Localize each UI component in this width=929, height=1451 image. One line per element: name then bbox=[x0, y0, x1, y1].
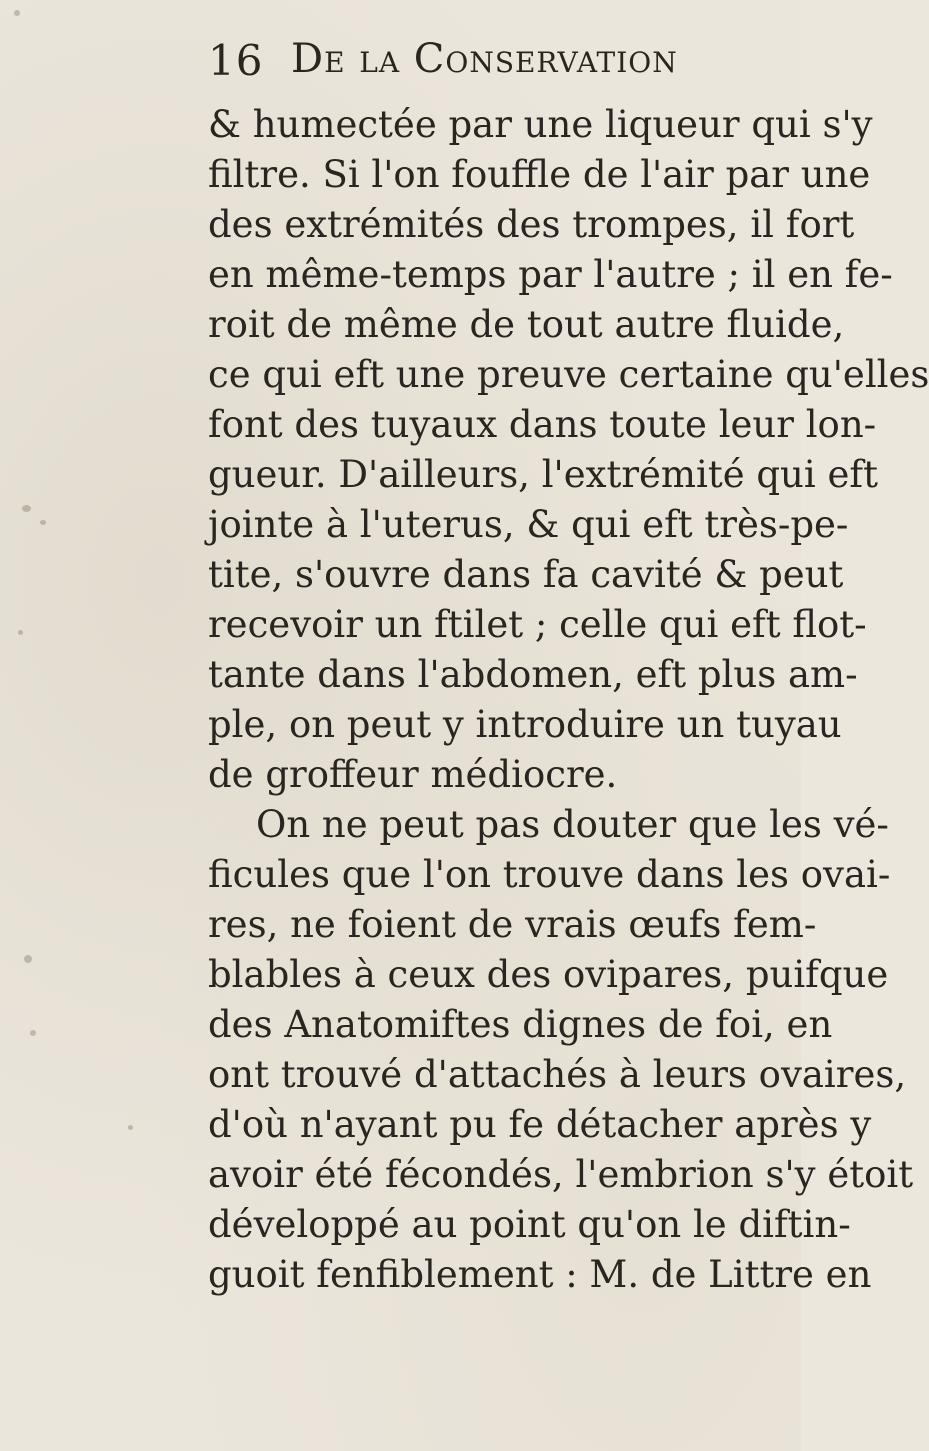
text-line: jointe à l'uterus, & qui eft très-pe- bbox=[208, 503, 849, 546]
text-line: ficules que l'on trouve dans les ovai- bbox=[208, 853, 891, 896]
text-line: en même-temps par l'autre ; il en fe- bbox=[208, 253, 893, 296]
text-line: ple, on peut y introduire un tuyau bbox=[208, 703, 842, 746]
text-line: tante dans l'abdomen, eft plus am- bbox=[208, 653, 858, 696]
text-line: res, ne foient de vrais œufs fem- bbox=[208, 903, 817, 946]
text-line: guoit fenfiblement : M. de Littre en bbox=[208, 1253, 872, 1296]
running-head: De la Conservation bbox=[291, 36, 678, 82]
text-line: recevoir un ftilet ; celle qui eft flot- bbox=[208, 603, 867, 646]
paragraph-first-line: On ne peut pas douter que les vé- bbox=[256, 803, 889, 846]
text-line: gueur. D'ailleurs, l'extrémité qui eft bbox=[208, 453, 878, 496]
text-line: & humectée par une liqueur qui s'y bbox=[208, 103, 873, 146]
page-number: 16 bbox=[208, 36, 264, 85]
text-line: tite, s'ouvre dans fa cavité & peut bbox=[208, 553, 844, 596]
text-line: filtre. Si l'on fouffle de l'air par une bbox=[208, 153, 871, 196]
text-line: d'où n'ayant pu fe détacher après y bbox=[208, 1103, 872, 1146]
text-line: avoir été fécondés, l'embrion s'y étoit bbox=[208, 1153, 914, 1196]
text-line: font des tuyaux dans toute leur lon- bbox=[208, 403, 877, 446]
text-line: développé au point qu'on le diftin- bbox=[208, 1203, 851, 1246]
text-line: ce qui eft une preuve certaine qu'elles bbox=[208, 353, 929, 396]
page-header bbox=[208, 30, 768, 100]
text-line: ont trouvé d'attachés à leurs ovaires, bbox=[208, 1053, 907, 1096]
paragraph-last-line: de groffeur médiocre. bbox=[208, 753, 618, 796]
text-line: roit de même de tout autre fluide, bbox=[208, 303, 845, 346]
text-line: des extrémités des trompes, il fort bbox=[208, 203, 855, 246]
text-line: blables à ceux des ovipares, puifque bbox=[208, 953, 889, 996]
text-line: des Anatomiftes dignes de foi, en bbox=[208, 1003, 833, 1046]
